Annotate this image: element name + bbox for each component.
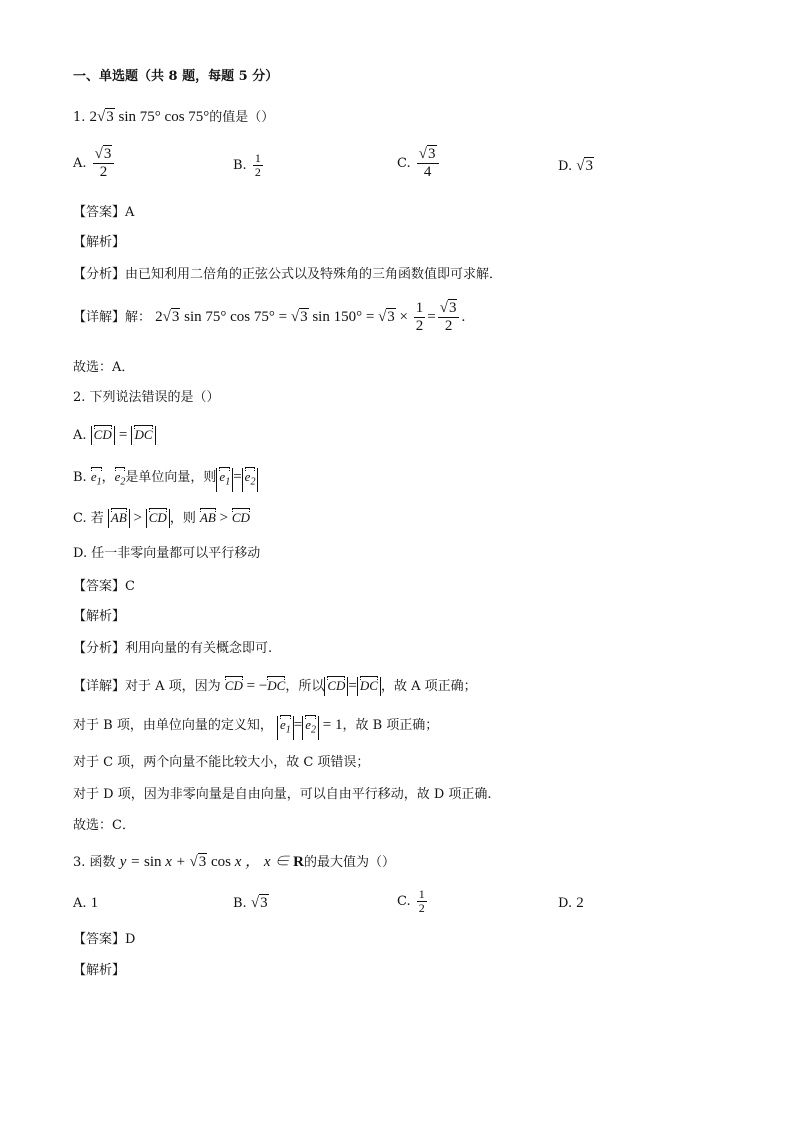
q1-option-a[interactable] [73,146,116,186]
q2-analysis-tag: 【解析】 [73,609,126,624]
stem-prefix: 函数 [89,855,116,870]
q2-option-b[interactable]: B. $e_1$，$e_2$是单位向量，则 $e_1 = e_2$ [73,468,258,492]
detail-text: ，故 A 项正确； [380,679,477,694]
q1-fenxi: 【分析】由已知利用二倍角的正弦公式以及特殊角的三角函数值即可求解． [73,267,503,282]
option-label: C. [73,511,87,526]
option-value: $\frac{1}{2}$ [254,151,261,179]
q1-option-d[interactable] [558,157,594,176]
q2-conclusion: 故选：C． [73,818,135,833]
detail-text: 【详解】对于 A 项，因为 [73,679,221,694]
detail-text: ，所以 [285,679,325,694]
option-label: B. [73,470,87,485]
q3-option-b[interactable] [233,894,269,913]
option-label: B. [233,896,247,911]
q1-answer: 【答案】A [73,205,135,220]
question-number: 2. [73,390,86,405]
option-label: A. [73,428,87,443]
equals: = [427,309,436,325]
stem-suffix: 的最大值为（） [303,855,395,870]
question-3 [73,853,395,872]
q2-option-d[interactable] [73,545,260,563]
stem-expression: y = sin x + √3 cos x ， x ∈ R [119,854,304,870]
q2-detail-3: 对于 C 项，两个向量不能比较大小，故 C 项错误； [73,755,370,770]
option-value: $\frac{√3}{4}$ [417,146,439,181]
option-label: C. [397,156,411,171]
option-label: A. [73,156,87,171]
question-number: 1. [73,110,86,125]
question-1 [73,108,274,127]
q1-option-c[interactable] [397,146,441,186]
q3-analysis-tag: 【解析】 [73,963,126,978]
section-title: 一、单选题（共 8 题，每题 5 分） [73,69,279,84]
option-value: $\frac{1}{2}$ [418,887,425,915]
option-label: D. [558,159,573,174]
q2-answer: 【答案】C [73,579,135,594]
option-value: √3 [250,895,268,911]
option-text: 任一非零向量都可以平行移动 [91,546,261,561]
frac-half: $\frac{1}{2}$ [415,300,424,334]
q1-conclusion: 故选：A． [73,360,135,375]
q3-option-a[interactable] [73,894,98,913]
q1-xiangjie [73,300,465,344]
q2-fenxi: 【分析】利用向量的有关概念即可. [73,641,273,656]
q2-option-c[interactable]: C. 若 AB > CD ，则 AB > CD [73,510,250,526]
option-value: 1 [90,895,99,911]
q3-option-c[interactable] [397,888,429,922]
q3-option-d[interactable] [558,894,584,913]
q1-expression: 2√3 sin 75° cos 75° [89,109,210,125]
q1-option-b[interactable] [233,152,265,192]
period: . [461,309,466,325]
option-value: 2 [576,895,584,911]
option-label: D. [73,546,88,561]
option-value: $\frac{√3}{2}$ [93,146,115,181]
question-2 [73,389,220,407]
detail-text: ，故 B 项正确； [342,718,439,733]
option-label: D. [558,896,573,911]
xiangjie-prefix: 【详解】解： [73,310,152,325]
q3-answer: 【答案】D [73,932,136,947]
xiangjie-expression: 2√3 sin 75° cos 75° = √3 sin 150° = √3 × [155,309,412,325]
q2-detail-4: 对于 D 项，因为非零向量是自由向量，可以自由平行移动，故 D 项正确. [73,787,492,802]
question-number: 3. [73,855,86,870]
option-label: C. [397,894,411,909]
q1-stem-suffix: 的值是（） [209,110,275,125]
option-value: √3 [576,158,593,174]
detail-text: 对于 B 项，由单位向量的定义知， [73,718,273,733]
q1-analysis-tag: 【解析】 [73,235,126,250]
question-stem: 下列说法错误的是（） [89,390,220,405]
option-label: A. [73,896,87,911]
q2-option-a[interactable]: A. CD = DC [73,426,156,445]
q2-detail-1: 【详解】对于 A 项，因为 CD = −DC，所以 CD = DC ，故 A 项正确； [73,678,477,694]
q2-detail-2: 对于 B 项，由单位向量的定义知， $e_1 = e_2 = 1$，故 B 项正确； [73,716,438,740]
frac-result: $\frac{√3}{2}$ [438,300,460,335]
option-label: B. [233,158,247,173]
